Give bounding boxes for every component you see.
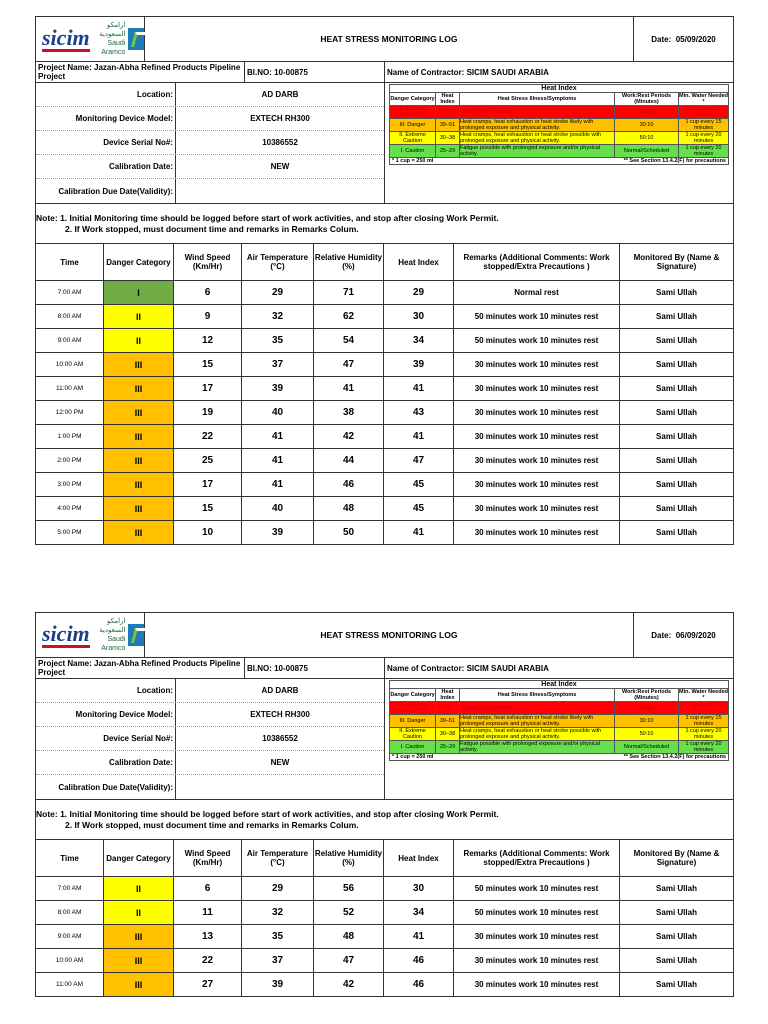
heat-index-row: III. Danger 39–51 Heat cramps, heat exhaustion or heat stroke likely with prolonged exposure and physical activity. 30:10 1 cup every 15 minutes bbox=[390, 119, 729, 132]
air-temp-cell: 39 bbox=[242, 973, 314, 997]
monitored-by-cell: Sami Ullah bbox=[620, 377, 734, 401]
air-temp-cell: 41 bbox=[242, 473, 314, 497]
project-name: Project Name: Jazan-Abha Refined Products Pipeline Project bbox=[38, 63, 241, 81]
humidity-cell: 38 bbox=[314, 401, 384, 425]
monitored-by-cell: Sami Ullah bbox=[620, 473, 734, 497]
heat-index-title: Heat Index bbox=[389, 84, 729, 92]
table-row bbox=[36, 973, 734, 997]
heat-index-cell: 45 bbox=[384, 473, 454, 497]
table-row bbox=[36, 901, 734, 925]
table-row bbox=[36, 497, 734, 521]
air-temp-cell: 41 bbox=[242, 449, 314, 473]
humidity-cell: 42 bbox=[314, 425, 384, 449]
humidity-cell: 47 bbox=[314, 353, 384, 377]
notes bbox=[35, 203, 734, 243]
heat-index-row: IV. Extreme Danger *** ≥ 52 Heat stroke imminent. 30:30 1 cup every 10 minutes bbox=[390, 106, 729, 119]
col-monitored-by: Monitored By (Name & Signature) bbox=[620, 244, 734, 281]
page-title: HEAT STRESS MONITORING LOG bbox=[144, 17, 633, 62]
danger-category-cell: II bbox=[104, 305, 174, 329]
col-wind-speed: Wind Speed (Km/Hr) bbox=[174, 840, 242, 877]
humidity-cell: 48 bbox=[314, 497, 384, 521]
aramco-logo-text: ارامكو السعودية Saudi Aramco bbox=[99, 22, 126, 56]
humidity-cell: 46 bbox=[314, 473, 384, 497]
danger-category-cell: II bbox=[104, 901, 174, 925]
danger-category-cell: III bbox=[104, 425, 174, 449]
humidity-cell: 62 bbox=[314, 305, 384, 329]
notes bbox=[35, 799, 734, 839]
wind-speed-cell: 13 bbox=[174, 925, 242, 949]
col-heat-index: Heat Index bbox=[384, 244, 454, 281]
info-block bbox=[35, 678, 734, 799]
aramco-logo-text: ارامكو السعودية Saudi Aramco bbox=[99, 618, 126, 652]
heat-index-row: I. Caution 25–29 Fatigue possible with prolonged exposure and/or physical activity. Normal/Scheduled 1 cup every 20 minutes bbox=[390, 741, 729, 754]
wind-speed-cell: 6 bbox=[174, 877, 242, 901]
heat-index-cell: 30 bbox=[384, 305, 454, 329]
humidity-cell: 54 bbox=[314, 329, 384, 353]
time-cell: 7:00 AM bbox=[36, 281, 104, 305]
air-temp-cell: 37 bbox=[242, 949, 314, 973]
humidity-cell: 41 bbox=[314, 377, 384, 401]
project-row bbox=[35, 658, 734, 678]
heat-index-cell: 29 bbox=[384, 281, 454, 305]
time-cell: 3:00 PM bbox=[36, 473, 104, 497]
logo bbox=[36, 17, 145, 62]
air-temp-cell: 41 bbox=[242, 425, 314, 449]
wind-speed-cell: 11 bbox=[174, 901, 242, 925]
heat-index-title: Heat Index bbox=[389, 680, 729, 688]
location-row: Location: AD DARB bbox=[36, 679, 384, 703]
heat-index-cell: 30 bbox=[384, 877, 454, 901]
remarks-cell: 30 minutes work 10 minutes rest bbox=[454, 377, 620, 401]
heat-index-table: Danger Category Heat Index Heat Stress Illness/Symptoms Work:Rest Periods (Minutes) Min. Water Needed * IV. Extreme Danger *** ≥ 52 Heat stroke imminent. 30:30 1 cup every 10 minutes III. Danger 39–51 Heat cramps, heat exhaustion or heat stroke likely with prolonged exposure and physical activity. 30:10 1 cup every 15 minutes II. Extreme Caution 30–38 Heat cramps, heat exhaustion or heat stroke possible with prolonged exposure and physical activity. 50:10 1 cup every 20 minutes I. Caution 25–29 Fatigue possible with prolonged exposure and/or physical activity. Normal/Scheduled 1 cup every 20 minutes bbox=[390, 93, 728, 157]
monitored-by-cell: Sami Ullah bbox=[620, 973, 734, 997]
heat-index-table: Danger Category Heat Index Heat Stress Illness/Symptoms Work:Rest Periods (Minutes) Min. Water Needed * IV. Extreme Danger *** ≥ 52 Heat stroke imminent. 30:30 1 cup every 10 minutes III. Danger 39–51 Heat cramps, heat exhaustion or heat stroke likely with prolonged exposure and physical activity. 30:10 1 cup every 15 minutes II. Extreme Caution 30–38 Heat cramps, heat exhaustion or heat stroke possible with prolonged exposure and physical activity. 50:10 1 cup every 20 minutes I. Caution 25–29 Fatigue possible with prolonged exposure and/or physical activity. Normal/Scheduled 1 cup every 20 minutes bbox=[390, 689, 728, 753]
air-temp-cell: 39 bbox=[242, 521, 314, 545]
monitored-by-cell: Sami Ullah bbox=[620, 353, 734, 377]
danger-category-cell: III bbox=[104, 497, 174, 521]
heat-index-footnote: * 1 cup = 250 ml ** See Section 13.4.2(F) for precautions bbox=[389, 158, 729, 165]
heat-index-row: III. Danger 39–51 Heat cramps, heat exhaustion or heat stroke likely with prolonged exposure and physical activity. 30:10 1 cup every 15 minutes bbox=[390, 715, 729, 728]
device-model-value: EXTECH RH300 bbox=[250, 710, 310, 719]
aramco-badge-icon bbox=[128, 28, 143, 50]
table-row bbox=[36, 425, 734, 449]
sicim-logo: sicim bbox=[42, 24, 90, 50]
monitored-by-cell: Sami Ullah bbox=[620, 497, 734, 521]
info-block bbox=[35, 82, 734, 203]
time-cell: 10:00 AM bbox=[36, 353, 104, 377]
table-row bbox=[36, 449, 734, 473]
aramco-badge-icon bbox=[128, 624, 143, 646]
danger-category-cell: III bbox=[104, 377, 174, 401]
remarks-cell: 50 minutes work 10 minutes rest bbox=[454, 877, 620, 901]
humidity-cell: 42 bbox=[314, 973, 384, 997]
time-cell: 11:00 AM bbox=[36, 973, 104, 997]
monitored-by-cell: Sami Ullah bbox=[620, 425, 734, 449]
monitored-by-cell: Sami Ullah bbox=[620, 329, 734, 353]
heat-index-footnote: * 1 cup = 250 ml ** See Section 13.4.2(F) for precautions bbox=[389, 754, 729, 761]
remarks-cell: 30 minutes work 10 minutes rest bbox=[454, 521, 620, 545]
remarks-cell: 50 minutes work 10 minutes rest bbox=[454, 305, 620, 329]
wind-speed-cell: 17 bbox=[174, 473, 242, 497]
calibration-due-value bbox=[176, 179, 384, 203]
table-row bbox=[36, 377, 734, 401]
humidity-cell: 47 bbox=[314, 949, 384, 973]
remarks-cell: 50 minutes work 10 minutes rest bbox=[454, 901, 620, 925]
sicim-logo: sicim bbox=[42, 620, 90, 646]
wind-speed-cell: 25 bbox=[174, 449, 242, 473]
log-sheet-2 bbox=[35, 612, 734, 997]
time-cell: 4:00 PM bbox=[36, 497, 104, 521]
serial-value: 10386552 bbox=[262, 138, 298, 147]
calibration-value: NEW bbox=[270, 758, 290, 767]
monitored-by-cell: Sami Ullah bbox=[620, 521, 734, 545]
page-title: HEAT STRESS MONITORING LOG bbox=[144, 613, 633, 658]
table-row bbox=[36, 353, 734, 377]
wind-speed-cell: 10 bbox=[174, 521, 242, 545]
danger-category-cell: III bbox=[104, 973, 174, 997]
serial-row: Device Serial No#: 10386552 bbox=[36, 727, 384, 751]
air-temp-cell: 37 bbox=[242, 353, 314, 377]
contractor-name: Name of Contractor: SICIM SAUDI ARABIA bbox=[384, 62, 733, 82]
col-humidity: Relative Humidity (%) bbox=[314, 244, 384, 281]
remarks-cell: 30 minutes work 10 minutes rest bbox=[454, 925, 620, 949]
wind-speed-cell: 27 bbox=[174, 973, 242, 997]
heat-index-cell: 41 bbox=[384, 521, 454, 545]
time-cell: 8:00 AM bbox=[36, 901, 104, 925]
col-humidity: Relative Humidity (%) bbox=[314, 840, 384, 877]
date-cell: Date: 05/09/2020 bbox=[634, 17, 734, 62]
air-temp-cell: 32 bbox=[242, 901, 314, 925]
table-row bbox=[36, 473, 734, 497]
danger-category-cell: III bbox=[104, 353, 174, 377]
remarks-cell: 30 minutes work 10 minutes rest bbox=[454, 353, 620, 377]
remarks-cell: 30 minutes work 10 minutes rest bbox=[454, 473, 620, 497]
time-cell: 12:00 PM bbox=[36, 401, 104, 425]
time-cell: 1:00 PM bbox=[36, 425, 104, 449]
sheet-header bbox=[35, 16, 734, 62]
humidity-cell: 48 bbox=[314, 925, 384, 949]
monitored-by-cell: Sami Ullah bbox=[620, 949, 734, 973]
time-cell: 9:00 AM bbox=[36, 329, 104, 353]
date-value: 06/09/2020 bbox=[675, 630, 716, 640]
danger-category-cell: III bbox=[104, 449, 174, 473]
calibration-due-value bbox=[176, 775, 384, 799]
air-temp-cell: 39 bbox=[242, 377, 314, 401]
wind-speed-cell: 17 bbox=[174, 377, 242, 401]
monitoring-table bbox=[35, 243, 734, 545]
logo bbox=[36, 613, 145, 658]
remarks-cell: 30 minutes work 10 minutes rest bbox=[454, 401, 620, 425]
monitored-by-cell: Sami Ullah bbox=[620, 877, 734, 901]
heat-index-reference bbox=[384, 678, 733, 799]
sheet-header bbox=[35, 612, 734, 658]
heat-index-cell: 39 bbox=[384, 353, 454, 377]
heat-index-cell: 46 bbox=[384, 973, 454, 997]
location-value: AD DARB bbox=[261, 686, 299, 695]
device-model-value: EXTECH RH300 bbox=[250, 114, 310, 123]
wind-speed-cell: 6 bbox=[174, 281, 242, 305]
table-row bbox=[36, 305, 734, 329]
note-line-1: Note: 1. Initial Monitoring time should be logged before start of work activities, and stop after closing Work Permit. bbox=[36, 809, 499, 819]
danger-category-cell: II bbox=[104, 329, 174, 353]
air-temp-cell: 29 bbox=[242, 281, 314, 305]
heat-index-cell: 34 bbox=[384, 329, 454, 353]
col-remarks: Remarks (Additional Comments: Work stopped/Extra Precautions ) bbox=[454, 840, 620, 877]
location-row: Location: AD DARB bbox=[36, 83, 384, 107]
humidity-cell: 50 bbox=[314, 521, 384, 545]
time-cell: 5:00 PM bbox=[36, 521, 104, 545]
monitored-by-cell: Sami Ullah bbox=[620, 901, 734, 925]
wind-speed-cell: 9 bbox=[174, 305, 242, 329]
col-air-temp: Air Temperature (°C) bbox=[242, 244, 314, 281]
bi-number: BI.NO: 10-00875 bbox=[244, 62, 384, 82]
location-value: AD DARB bbox=[261, 90, 299, 99]
monitored-by-cell: Sami Ullah bbox=[620, 305, 734, 329]
wind-speed-cell: 15 bbox=[174, 353, 242, 377]
device-model-row: Monitoring Device Model: EXTECH RH300 bbox=[36, 107, 384, 131]
monitored-by-cell: Sami Ullah bbox=[620, 281, 734, 305]
air-temp-cell: 35 bbox=[242, 329, 314, 353]
air-temp-cell: 29 bbox=[242, 877, 314, 901]
heat-index-row: I. Caution 25–29 Fatigue possible with prolonged exposure and/or physical activity. Normal/Scheduled 1 cup every 20 minutes bbox=[390, 145, 729, 158]
note-line-1: Note: 1. Initial Monitoring time should be logged before start of work activities, and stop after closing Work Permit. bbox=[36, 213, 499, 223]
table-row bbox=[36, 521, 734, 545]
heat-index-cell: 41 bbox=[384, 925, 454, 949]
time-cell: 10:00 AM bbox=[36, 949, 104, 973]
table-row bbox=[36, 401, 734, 425]
project-name: Project Name: Jazan-Abha Refined Products Pipeline Project bbox=[38, 659, 241, 677]
danger-category-cell: III bbox=[104, 401, 174, 425]
danger-category-cell: III bbox=[104, 925, 174, 949]
danger-category-cell: III bbox=[104, 949, 174, 973]
heat-index-row: IV. Extreme Danger *** ≥ 52 Heat stroke imminent. 30:30 1 cup every 10 minutes bbox=[390, 702, 729, 715]
calibration-due-row: Calibration Due Date(Validity): bbox=[36, 179, 384, 203]
table-row bbox=[36, 329, 734, 353]
heat-index-cell: 47 bbox=[384, 449, 454, 473]
heat-index-row: II. Extreme Caution 30–38 Heat cramps, heat exhaustion or heat stroke possible with prolonged exposure and physical activity. 50:10 1 cup every 20 minutes bbox=[390, 728, 729, 741]
humidity-cell: 56 bbox=[314, 877, 384, 901]
heat-index-cell: 43 bbox=[384, 401, 454, 425]
project-row bbox=[35, 62, 734, 82]
table-row bbox=[36, 877, 734, 901]
remarks-cell: Normal rest bbox=[454, 281, 620, 305]
note-line-2: 2. If Work stopped, must document time and remarks in Remarks Colum. bbox=[65, 224, 359, 234]
serial-value: 10386552 bbox=[262, 734, 298, 743]
col-wind-speed: Wind Speed (Km/Hr) bbox=[174, 244, 242, 281]
danger-category-cell: III bbox=[104, 473, 174, 497]
air-temp-cell: 40 bbox=[242, 497, 314, 521]
heat-index-cell: 41 bbox=[384, 425, 454, 449]
heat-index-cell: 34 bbox=[384, 901, 454, 925]
danger-category-cell: II bbox=[104, 877, 174, 901]
time-cell: 2:00 PM bbox=[36, 449, 104, 473]
danger-category-cell: III bbox=[104, 521, 174, 545]
remarks-cell: 30 minutes work 10 minutes rest bbox=[454, 425, 620, 449]
remarks-cell: 50 minutes work 10 minutes rest bbox=[454, 329, 620, 353]
monitored-by-cell: Sami Ullah bbox=[620, 449, 734, 473]
device-model-row: Monitoring Device Model: EXTECH RH300 bbox=[36, 703, 384, 727]
humidity-cell: 44 bbox=[314, 449, 384, 473]
contractor-name: Name of Contractor: SICIM SAUDI ARABIA bbox=[384, 658, 733, 678]
table-row bbox=[36, 949, 734, 973]
wind-speed-cell: 22 bbox=[174, 425, 242, 449]
log-sheet-1 bbox=[35, 16, 734, 545]
col-remarks: Remarks (Additional Comments: Work stopped/Extra Precautions ) bbox=[454, 244, 620, 281]
note-line-2: 2. If Work stopped, must document time and remarks in Remarks Colum. bbox=[65, 820, 359, 830]
heat-index-row: II. Extreme Caution 30–38 Heat cramps, heat exhaustion or heat stroke possible with prolonged exposure and physical activity. 50:10 1 cup every 20 minutes bbox=[390, 132, 729, 145]
remarks-cell: 30 minutes work 10 minutes rest bbox=[454, 973, 620, 997]
bi-number: BI.NO: 10-00875 bbox=[244, 658, 384, 678]
monitored-by-cell: Sami Ullah bbox=[620, 925, 734, 949]
air-temp-cell: 35 bbox=[242, 925, 314, 949]
humidity-cell: 52 bbox=[314, 901, 384, 925]
calibration-row: Calibration Date: NEW bbox=[36, 155, 384, 179]
wind-speed-cell: 22 bbox=[174, 949, 242, 973]
remarks-cell: 30 minutes work 10 minutes rest bbox=[454, 497, 620, 521]
air-temp-cell: 40 bbox=[242, 401, 314, 425]
air-temp-cell: 32 bbox=[242, 305, 314, 329]
col-heat-index: Heat Index bbox=[384, 840, 454, 877]
time-cell: 9:00 AM bbox=[36, 925, 104, 949]
serial-row: Device Serial No#: 10386552 bbox=[36, 131, 384, 155]
calibration-row: Calibration Date: NEW bbox=[36, 751, 384, 775]
time-cell: 11:00 AM bbox=[36, 377, 104, 401]
wind-speed-cell: 12 bbox=[174, 329, 242, 353]
monitored-by-cell: Sami Ullah bbox=[620, 401, 734, 425]
wind-speed-cell: 19 bbox=[174, 401, 242, 425]
table-row bbox=[36, 281, 734, 305]
heat-index-cell: 45 bbox=[384, 497, 454, 521]
col-monitored-by: Monitored By (Name & Signature) bbox=[620, 840, 734, 877]
danger-category-cell: I bbox=[104, 281, 174, 305]
col-air-temp: Air Temperature (°C) bbox=[242, 840, 314, 877]
heat-index-cell: 46 bbox=[384, 949, 454, 973]
time-cell: 8:00 AM bbox=[36, 305, 104, 329]
col-time: Time bbox=[36, 244, 104, 281]
monitoring-table bbox=[35, 839, 734, 997]
col-time: Time bbox=[36, 840, 104, 877]
calibration-value: NEW bbox=[270, 162, 290, 171]
col-danger-category: Danger Category bbox=[104, 840, 174, 877]
remarks-cell: 30 minutes work 10 minutes rest bbox=[454, 949, 620, 973]
humidity-cell: 71 bbox=[314, 281, 384, 305]
date-value: 05/09/2020 bbox=[675, 34, 716, 44]
date-cell: Date: 06/09/2020 bbox=[634, 613, 734, 658]
table-row bbox=[36, 925, 734, 949]
calibration-due-row: Calibration Due Date(Validity): bbox=[36, 775, 384, 799]
heat-index-cell: 41 bbox=[384, 377, 454, 401]
col-danger-category: Danger Category bbox=[104, 244, 174, 281]
remarks-cell: 30 minutes work 10 minutes rest bbox=[454, 449, 620, 473]
time-cell: 7:00 AM bbox=[36, 877, 104, 901]
heat-index-reference bbox=[384, 82, 733, 203]
wind-speed-cell: 15 bbox=[174, 497, 242, 521]
